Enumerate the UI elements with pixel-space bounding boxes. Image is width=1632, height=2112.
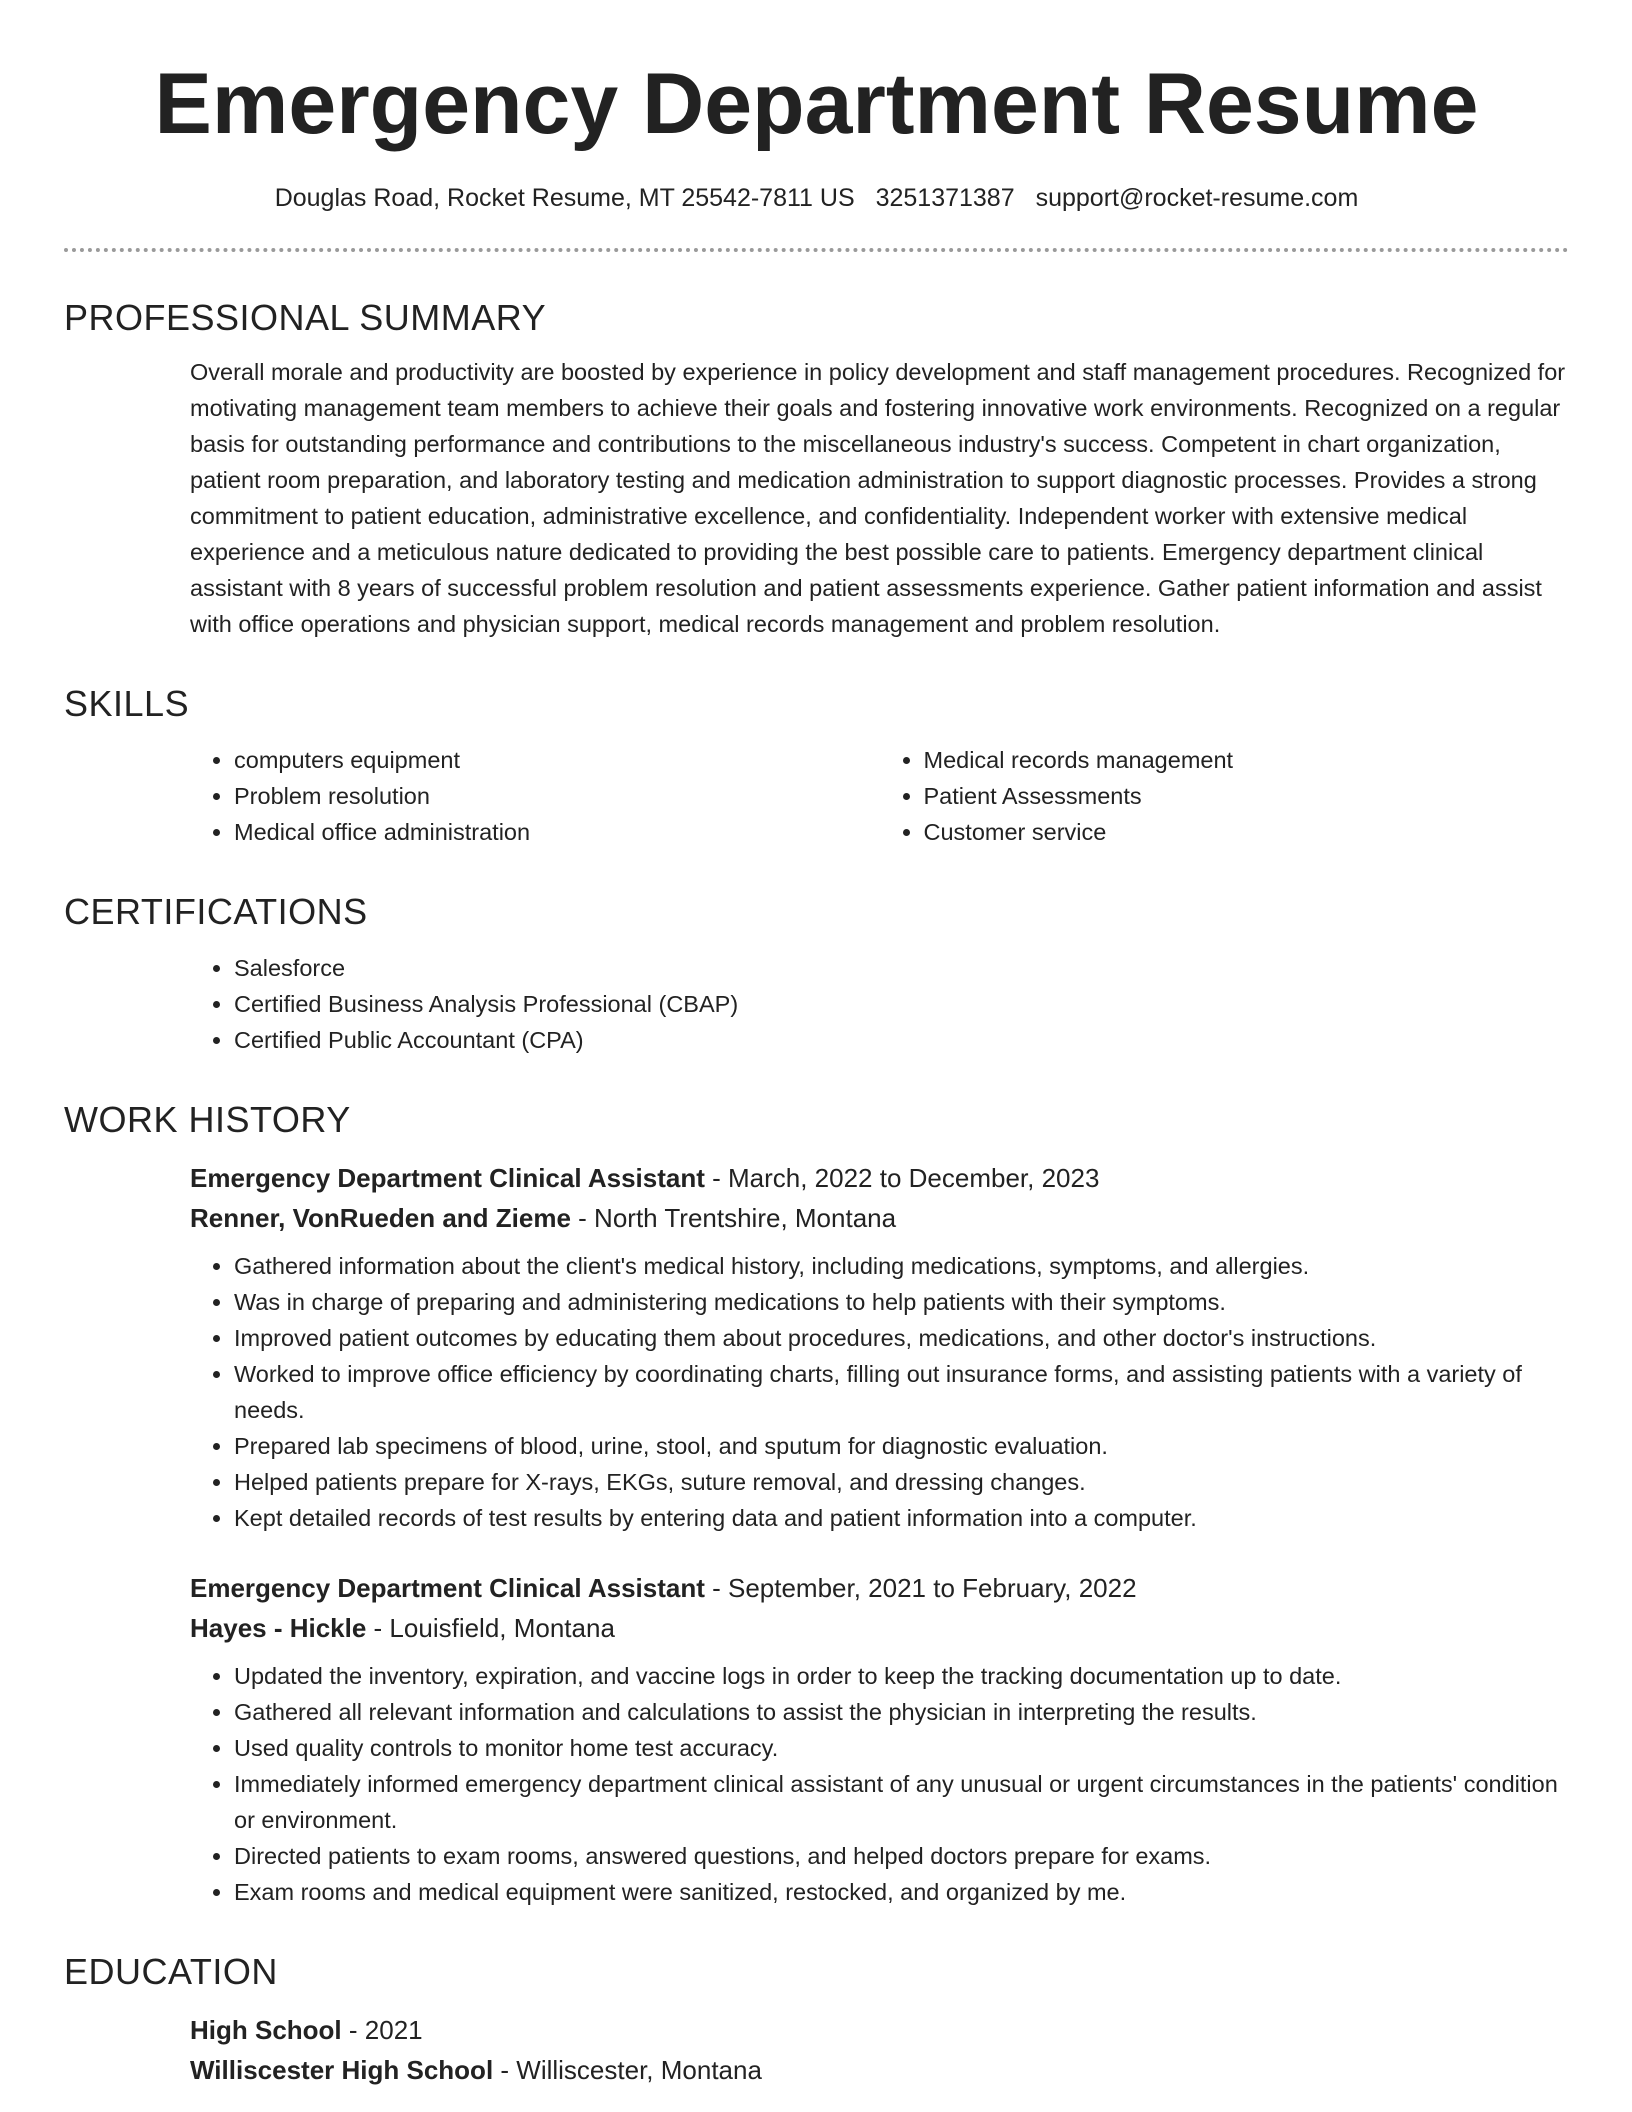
job-bullet: • Prepared lab specimens of blood, urine, stool, and sputum for diagnostic evaluation. <box>234 1428 1569 1464</box>
certifications-block <box>190 950 1569 1058</box>
job-bullet: • Updated the inventory, expiration, and vaccine logs in order to keep the tracking documentation up to date. <box>234 1658 1569 1694</box>
education-school: Williscester High School <box>190 2055 494 2085</box>
job-title: Emergency Department Clinical Assistant <box>190 1573 705 1603</box>
job-dates: - March, 2022 to December, 2023 <box>704 1163 1100 1193</box>
work-history-heading: WORK HISTORY <box>64 1099 351 1140</box>
job-bullets <box>190 1248 1569 1536</box>
job-bullet: • Exam rooms and medical equipment were sanitized, restocked, and organized by me. <box>234 1874 1569 1910</box>
skill-item: • Customer service <box>924 814 1570 850</box>
skill-item: • Patient Assessments <box>924 778 1570 814</box>
resume-title: Emergency Department Resume <box>154 56 1479 152</box>
certification-item: • Certified Business Analysis Professional (CBAP) <box>234 986 1569 1022</box>
education-entry <box>190 2010 1569 2090</box>
certifications-heading: CERTIFICATIONS <box>64 891 368 932</box>
certification-item: • Salesforce <box>234 950 1569 986</box>
job-location: - Louisfield, Montana <box>366 1613 615 1643</box>
contact-email: support@rocket-resume.com <box>1035 184 1359 212</box>
skill-item: • computers equipment <box>234 742 880 778</box>
job-bullet: • Improved patient outcomes by educating them about procedures, medications, and other doctor's instructions. <box>234 1320 1569 1356</box>
skill-item: • Problem resolution <box>234 778 880 814</box>
skills-heading: SKILLS <box>64 683 190 724</box>
resume-page <box>64 0 1569 2090</box>
job-company-line <box>190 1198 1569 1238</box>
job-company-line <box>190 1608 1569 1648</box>
header-divider <box>64 248 1569 252</box>
job-entry <box>190 1158 1569 1536</box>
education-heading: EDUCATION <box>64 1951 278 1992</box>
job-bullet: • Was in charge of preparing and administering medications to help patients with their symptoms. <box>234 1284 1569 1320</box>
job-title-line <box>190 1158 1569 1198</box>
skills-right-list <box>880 742 1570 850</box>
job-location: - North Trentshire, Montana <box>570 1203 897 1233</box>
job-title-line <box>190 1568 1569 1608</box>
job-title: Emergency Department Clinical Assistant <box>190 1163 705 1193</box>
education-degree-line <box>190 2010 1569 2050</box>
contact-address: Douglas Road, Rocket Resume, MT 25542-7811 US <box>274 184 855 212</box>
job-bullet: • Kept detailed records of test results by entering data and patient information into a computer. <box>234 1500 1569 1536</box>
job-bullet: • Used quality controls to monitor home test accuracy. <box>234 1730 1569 1766</box>
certification-item: • Certified Public Accountant (CPA) <box>234 1022 1569 1058</box>
job-bullets <box>190 1658 1569 1910</box>
job-dates: - September, 2021 to February, 2022 <box>704 1573 1137 1603</box>
summary-section <box>64 296 1569 642</box>
education-degree: High School <box>190 2015 342 2045</box>
job-bullet: • Gathered information about the client's medical history, including medications, symptoms, and allergies. <box>234 1248 1569 1284</box>
certifications-section <box>64 890 1569 1058</box>
contact-line <box>64 182 1569 214</box>
summary-text: Overall morale and productivity are boosted by experience in policy development and staff management procedures. Recognized for motivating management team members to achieve their goals and fostering innovative work environments. Recognized on a regular basis for outstanding performance and contributions to the miscellaneous industry's success. Competent in chart organization, patient room preparation, and laboratory testing and medication administration to support diagnostic processes. Provides a strong commitment to patient education, administrative excellence, and confidentiality. Independent worker with extensive medical experience and a meticulous nature dedicated to providing the best possible care to patients. Emergency department clinical assistant with 8 years of successful problem resolution and patient assessments experience. Gather patient information and assist with office operations and physician support, medical records management and problem resolution. <box>190 359 1566 637</box>
job-bullet: • Immediately informed emergency department clinical assistant of any unusual or urgent circumstances in the patients' condition or environment. <box>234 1766 1569 1838</box>
job-entry <box>190 1568 1569 1910</box>
work-history-section <box>64 1098 1569 1910</box>
skill-item: • Medical office administration <box>234 814 880 850</box>
job-bullet: • Gathered all relevant information and calculations to assist the physician in interpreting the results. <box>234 1694 1569 1730</box>
summary-heading: PROFESSIONAL SUMMARY <box>64 297 547 338</box>
certifications-list <box>190 950 1569 1058</box>
skills-left-list <box>190 742 880 850</box>
skills-columns <box>190 742 1569 850</box>
education-year: - 2021 <box>341 2015 423 2045</box>
skills-section <box>64 682 1569 850</box>
job-company: Hayes - Hickle <box>190 1613 367 1643</box>
skill-item: • Medical records management <box>924 742 1570 778</box>
education-section <box>64 1950 1569 2090</box>
job-company: Renner, VonRueden and Zieme <box>190 1203 571 1233</box>
job-bullet: • Helped patients prepare for X-rays, EKGs, suture removal, and dressing changes. <box>234 1464 1569 1500</box>
contact-phone: 3251371387 <box>875 184 1015 212</box>
education-school-line <box>190 2050 1569 2090</box>
job-bullet: • Directed patients to exam rooms, answered questions, and helped doctors prepare for exams. <box>234 1838 1569 1874</box>
education-location: - Williscester, Montana <box>493 2055 762 2085</box>
job-bullet: • Worked to improve office efficiency by coordinating charts, filling out insurance forms, and assisting patients with a variety of needs. <box>234 1356 1569 1428</box>
